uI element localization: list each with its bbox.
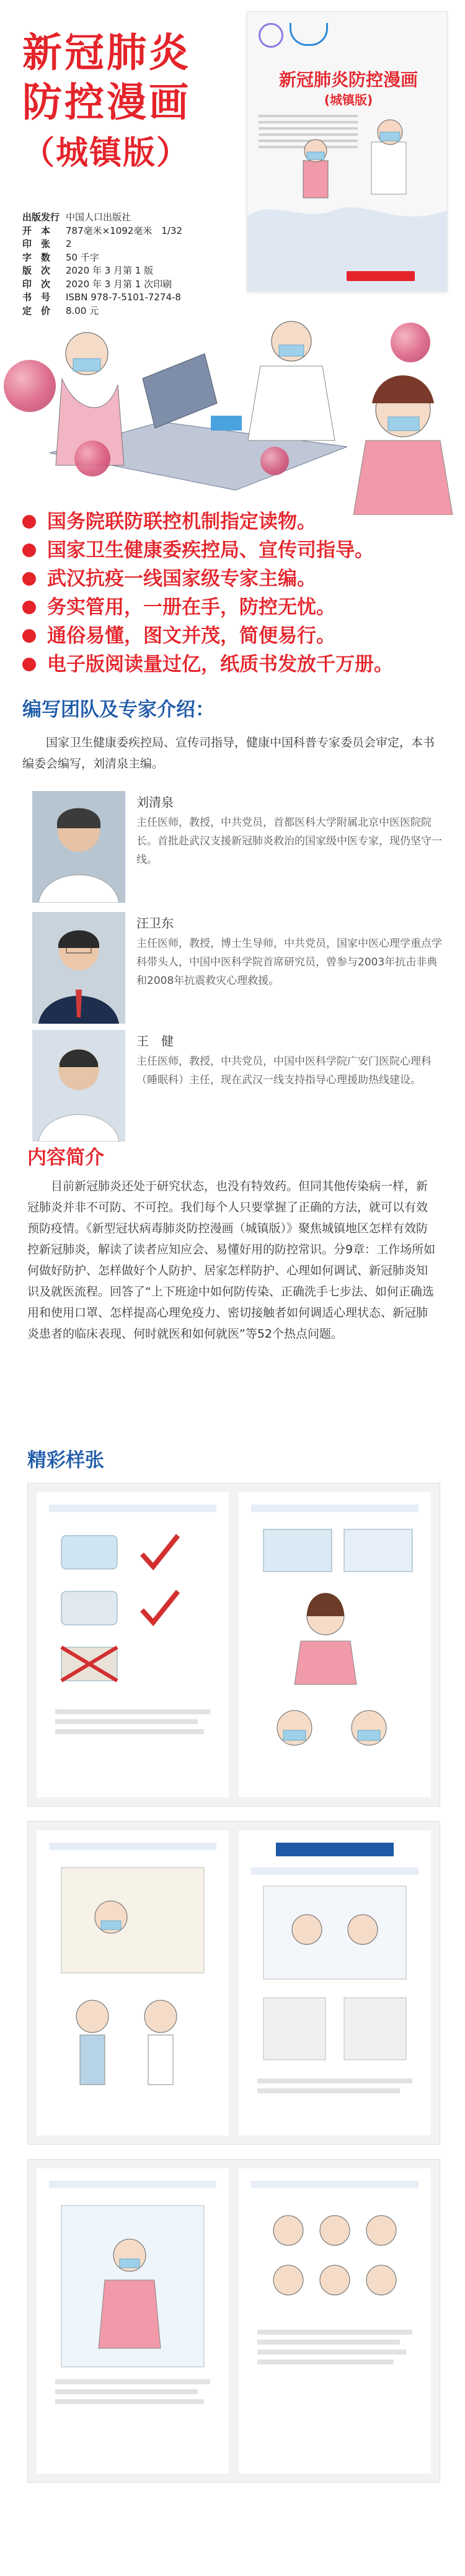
feature-item: 国务院联防联控机制指定读物。 (22, 508, 450, 536)
content-summary: 目前新冠肺炎还处于研究状态，也没有特效药。但同其他传染病一样，新冠肺炎并非不可防、不可控。我们每个人只要掌握了正确的方法，就可以有效预防疫情。《新型冠状病毒肺炎防控漫画（城镇版）》聚焦城镇地区怎样有效防控新冠肺炎，解读了读者应知应会、易懂好用的防控常识。分9章：工作场所如何做好防护、怎样做好个人防护、居家怎样防护、心理如何调试、新冠肺炎知识及就医流程。回答了“上下班途中如何防传染、正确洗手七步法、如何正确选用和使用口罩、怎样提高心理免疫力、密切接触者如何调适心理状态、新冠肺炎患者的临床表现、何时就医和如何就医”等52个热点问题。 (27, 1179, 436, 1341)
bullet-dot-icon (22, 601, 36, 614)
cover-title: 新冠肺炎防控漫画 (278, 69, 418, 90)
spec-row: 版 次 2020 年 3 月第 1 版 (22, 265, 154, 276)
bullet-dot-icon (22, 658, 36, 671)
expert-name: 刘清泉 (136, 795, 174, 810)
expert-card (32, 912, 442, 1024)
spec-row: 印 次 2020 年 3 月第 1 次印刷 (22, 278, 172, 290)
sample-spread (27, 1483, 440, 1807)
expert-photo (32, 912, 125, 1024)
spec-row: 开 本 787毫米×1092毫米 1/32 (22, 225, 183, 236)
expert-card (32, 791, 442, 903)
clinic-scene (0, 285, 465, 515)
sample-page-left (37, 1830, 229, 2135)
spec-row: 定 价 8.00 元 (22, 305, 99, 316)
content-heading: 内容简介 (27, 1147, 104, 1169)
publisher-mark (347, 271, 415, 281)
virus-icon (4, 360, 56, 412)
book-cover (247, 11, 448, 292)
feature-item: 电子版阅读量过亿，纸质书发放千万册。 (22, 650, 450, 679)
hero-illustration (0, 285, 465, 515)
bullet-dot-icon (22, 515, 36, 529)
sample-page-right (239, 2168, 431, 2474)
bullet-dot-icon (22, 629, 36, 643)
sample-spread (27, 2159, 440, 2483)
sample-spread (27, 1821, 440, 2145)
expert-desc: 主任医师，教授，中共党员，首都医科大学附属北京中医医院院长。首批赴武汉支援新冠肺炎救治的国家级中医专家，现仍坚守一线。 (136, 816, 442, 866)
team-intro: 国家卫生健康委疾控局、宣传司指导，健康中国科普专家委员会审定，本书编委会编写，刘清泉主编。 (22, 736, 435, 771)
feature-item: 武汉抗疫一线国家级专家主编。 (22, 565, 450, 593)
expert-desc: 主任医师，教授，博士生导师，中共党员，国家中医心理学重点学科带头人，中国中医科学院首席研究员，曾参与2003年抗击非典和2008年抗震救灾心理救援。 (136, 937, 442, 987)
feature-item: 国家卫生健康委疾控局、宣传司指导。 (22, 536, 450, 565)
expert-name: 王 健 (136, 1034, 174, 1049)
feature-list (22, 508, 450, 679)
expert-name: 汪卫东 (136, 916, 174, 931)
expert-photo (32, 1030, 125, 1142)
spec-row: 字 数 50 千字 (22, 251, 99, 263)
feature-item: 通俗易懂，图文并茂，简便易行。 (22, 622, 450, 650)
spec-row: 出版发行 中国人口出版社 (22, 212, 131, 223)
virus-icon (391, 323, 430, 362)
bullet-dot-icon (22, 543, 36, 557)
sample-page-left (37, 1492, 229, 1797)
expert-photo (32, 791, 125, 903)
sample-page-right (239, 1492, 431, 1797)
spec-row: 印 张 2 (22, 238, 72, 249)
hero-section (0, 0, 465, 676)
samples-heading: 精彩样张 (27, 1449, 104, 1472)
sample-page-left (37, 2168, 229, 2474)
virus-icon (260, 447, 289, 475)
book-title (22, 29, 208, 175)
sample-page-right (239, 1830, 431, 2135)
feature-item: 务实管用，一册在手，防控无忧。 (22, 593, 450, 622)
cover-subtitle: (城镇版) (324, 92, 373, 107)
expert-desc: 主任医师，教授，中共党员，中国中医科学院广安门医院心理科（睡眠科）主任，现在武汉一线支持指导心理援助热线建设。 (136, 1055, 432, 1086)
title-line-3: （城镇版） (22, 135, 190, 172)
expert-card (32, 1030, 435, 1142)
title-line-1: 新冠肺炎 (22, 30, 191, 76)
virus-icon (74, 441, 110, 476)
title-line-2: 防控漫画 (22, 80, 191, 126)
spec-row: 书 号 ISBN 978-7-5101-7274-8 (22, 292, 181, 303)
cover-illustration (247, 12, 447, 291)
team-heading: 编写团队及专家介绍： (22, 699, 215, 721)
bullet-dot-icon (22, 572, 36, 586)
